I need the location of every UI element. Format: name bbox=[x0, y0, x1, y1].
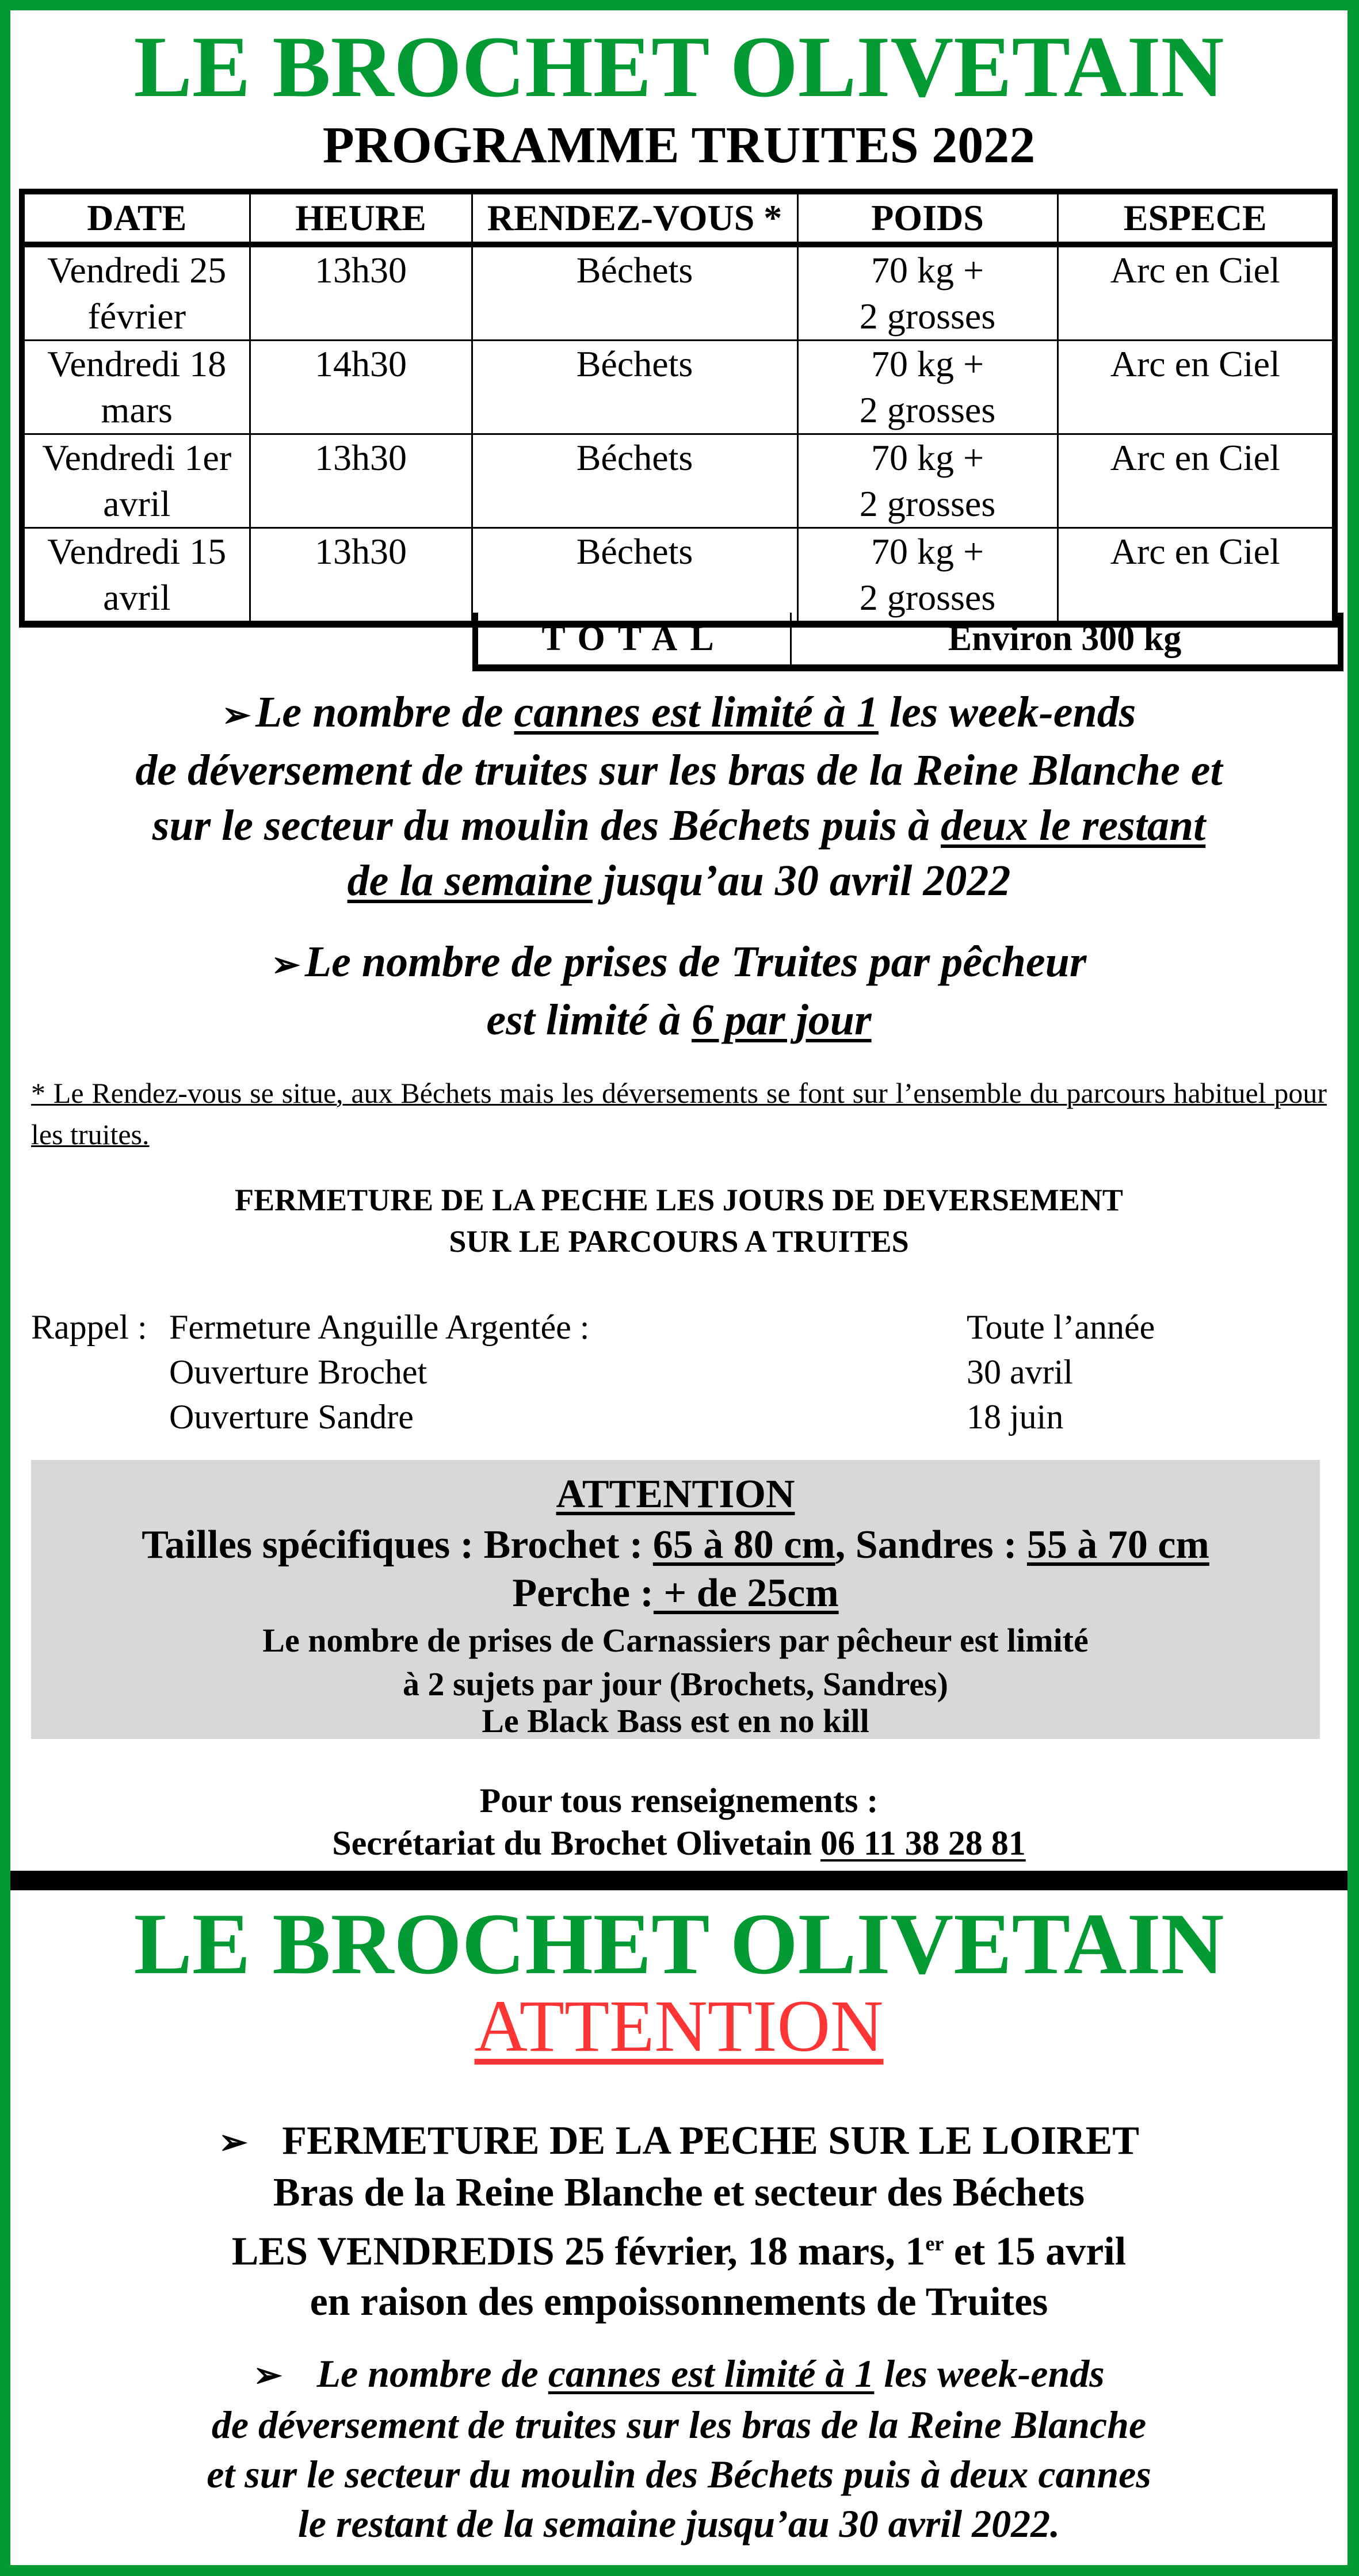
rule-text: les week-ends bbox=[878, 688, 1136, 736]
poids-line: 70 kg + bbox=[871, 343, 984, 384]
total-row bbox=[472, 613, 1343, 671]
date-line: Vendredi 25 bbox=[47, 250, 227, 291]
date-line: février bbox=[87, 296, 186, 337]
fermeture-loiret-block bbox=[10, 2116, 1347, 2327]
table-row bbox=[22, 244, 1335, 341]
rule-emphasis: 6 par jour bbox=[692, 996, 872, 1044]
rule-line bbox=[10, 798, 1347, 853]
arrowhead-bullet-icon: ➢ bbox=[222, 696, 251, 734]
cell-rendez-vous: Béchets bbox=[472, 244, 797, 341]
rule-text: est limité à bbox=[486, 996, 692, 1044]
cell-rendez-vous: Béchets bbox=[472, 434, 797, 528]
attention-heading-text: ATTENTION bbox=[474, 1985, 884, 2067]
total-value: Environ 300 kg bbox=[948, 619, 1182, 658]
rule-text: Le nombre de bbox=[255, 688, 514, 736]
cell-date bbox=[22, 528, 250, 625]
table-row bbox=[22, 341, 1335, 434]
attention-title-text: ATTENTION bbox=[556, 1472, 795, 1516]
cell-espece: Arc en Ciel bbox=[1058, 434, 1335, 528]
col-header-poids: POIDS bbox=[797, 192, 1058, 244]
cell-heure: 13h30 bbox=[250, 244, 472, 341]
poids-line: 70 kg + bbox=[871, 250, 984, 291]
cell-heure: 13h30 bbox=[250, 528, 472, 625]
poids-line: 70 kg + bbox=[871, 531, 984, 572]
fermeture-notice bbox=[10, 1179, 1347, 1262]
poids-line: 2 grosses bbox=[859, 483, 996, 524]
poids-line: 70 kg + bbox=[871, 437, 984, 478]
cell-date bbox=[22, 244, 250, 341]
rule-line bbox=[10, 992, 1347, 1048]
rule-line bbox=[10, 853, 1347, 908]
cell-espece: Arc en Ciel bbox=[1058, 341, 1335, 434]
section-separator bbox=[10, 1871, 1347, 1890]
col-header-date: DATE bbox=[22, 192, 250, 244]
cell-date bbox=[22, 341, 250, 434]
rule-text: jusqu’au 30 avril 2022 bbox=[593, 857, 1011, 905]
rule-cannes bbox=[10, 685, 1347, 908]
tailles-line bbox=[31, 1522, 1320, 1568]
club-title-2: LE BROCHET OLIVETAIN bbox=[133, 1895, 1224, 1992]
black-bass-line: Le Black Bass est en no kill bbox=[482, 1702, 869, 1740]
table-row bbox=[22, 528, 1335, 625]
cell-poids bbox=[797, 528, 1058, 625]
tailles-text: Tailles spécifiques : Brochet : bbox=[142, 1523, 653, 1567]
table-row bbox=[22, 434, 1335, 528]
rappel-item-name: Ouverture Sandre bbox=[169, 1398, 414, 1436]
rule-line bbox=[10, 685, 1347, 743]
total-label: TOTAL bbox=[478, 613, 792, 664]
arrowhead-bullet-icon: ➢ bbox=[253, 2356, 283, 2394]
col-header-rendez-vous: RENDEZ-VOUS * bbox=[472, 192, 797, 244]
cell-espece: Arc en Ciel bbox=[1058, 244, 1335, 341]
date-line: avril bbox=[103, 483, 171, 524]
attention-panel-title bbox=[31, 1472, 1320, 1518]
programme-table bbox=[19, 189, 1338, 628]
cell-poids bbox=[797, 341, 1058, 434]
date-line: Vendredi 1er bbox=[42, 437, 232, 478]
rule-emphasis: cannes est limité à 1 bbox=[548, 2352, 875, 2395]
rappel-item-name: Fermeture Anguille Argentée : bbox=[169, 1308, 590, 1346]
fermeture-dates: et 15 avril bbox=[944, 2229, 1127, 2274]
arrowhead-bullet-icon: ➢ bbox=[271, 946, 300, 984]
rule-text: Le nombre de bbox=[316, 2352, 548, 2395]
date-line: avril bbox=[103, 577, 171, 618]
tailles-text: , Sandres : bbox=[835, 1523, 1027, 1567]
rule-emphasis: cannes est limité à 1 bbox=[514, 688, 879, 736]
cell-date bbox=[22, 434, 250, 528]
attention-heading bbox=[10, 1985, 1347, 2067]
fermeture-loiret-line: en raison des empoissonnements de Truites bbox=[310, 2280, 1048, 2325]
rule-line bbox=[10, 934, 1347, 992]
fermeture-loiret-line: Bras de la Reine Blanche et secteur des Béchets bbox=[273, 2170, 1085, 2215]
poids-line: 2 grosses bbox=[859, 296, 996, 337]
rule-text: Le nombre de prises de Truites par pêcheur bbox=[304, 938, 1087, 986]
arrowhead-bullet-icon: ➢ bbox=[218, 2123, 248, 2161]
rule-emphasis: de la semaine bbox=[347, 857, 593, 905]
rappel-item-value: Toute l’année bbox=[967, 1308, 1155, 1346]
contact-block bbox=[10, 1779, 1347, 1864]
rule-line: le restant de la semaine jusqu’au 30 avril 2022. bbox=[297, 2502, 1060, 2546]
sandre-size: 55 à 70 cm bbox=[1026, 1523, 1209, 1567]
club-title: LE BROCHET OLIVETAIN bbox=[133, 18, 1224, 115]
rule-prises bbox=[10, 934, 1347, 1048]
fermeture-line: FERMETURE DE LA PECHE LES JOURS DE DEVERSEMENT bbox=[235, 1183, 1123, 1217]
rule-line bbox=[10, 2349, 1347, 2400]
fermeture-loiret-text: FERMETURE DE LA PECHE SUR LE LOIRET bbox=[282, 2119, 1139, 2163]
perche-size: + de 25cm bbox=[653, 1571, 839, 1615]
rule-text: les week-ends bbox=[874, 2352, 1105, 2395]
perche-text: Perche : bbox=[512, 1571, 654, 1615]
rule-line: de déversement de truites sur les bras de la Reine Blanche bbox=[211, 2403, 1147, 2447]
cell-rendez-vous: Béchets bbox=[472, 341, 797, 434]
rappel-item-name: Ouverture Brochet bbox=[169, 1353, 427, 1391]
col-header-heure: HEURE bbox=[250, 192, 472, 244]
table-header-row bbox=[22, 192, 1335, 244]
date-line: mars bbox=[101, 389, 173, 430]
contact-phone[interactable]: 06 11 38 28 81 bbox=[820, 1824, 1026, 1862]
footnote: * Le Rendez-vous se situe, aux Béchets mais les déversements se font sur l’ensemble du parcours habituel pour les truites. bbox=[31, 1077, 1327, 1151]
carnassiers-line: à 2 sujets par jour (Brochets, Sandres) bbox=[403, 1665, 948, 1703]
rule-line: et sur le secteur du moulin des Béchets puis à deux cannes bbox=[207, 2452, 1151, 2496]
rule-text: sur le secteur du moulin des Béchets puis à bbox=[152, 801, 941, 850]
ordinal-suffix: er bbox=[925, 2232, 944, 2255]
carnassiers-line: Le nombre de prises de Carnassiers par pêcheur est limité bbox=[262, 1622, 1089, 1659]
cell-heure: 13h30 bbox=[250, 434, 472, 528]
contact-text: Secrétariat du Brochet Olivetain bbox=[332, 1824, 821, 1862]
cell-poids bbox=[797, 434, 1058, 528]
rappel-label: Rappel : bbox=[31, 1308, 147, 1346]
poids-line: 2 grosses bbox=[859, 389, 996, 430]
rule-cannes-2 bbox=[10, 2349, 1347, 2548]
flyer-page bbox=[10, 10, 1347, 2565]
cell-espece: Arc en Ciel bbox=[1058, 528, 1335, 625]
attention-panel bbox=[31, 1460, 1320, 1739]
contact-heading: Pour tous renseignements : bbox=[479, 1782, 879, 1820]
date-line: Vendredi 15 bbox=[47, 531, 227, 572]
fermeture-line: SUR LE PARCOURS A TRUITES bbox=[449, 1224, 909, 1259]
rappel-item-value: 30 avril bbox=[967, 1353, 1073, 1391]
poids-line: 2 grosses bbox=[859, 577, 996, 618]
fermeture-dates: LES VENDREDIS 25 février, 18 mars, 1 bbox=[231, 2229, 926, 2274]
rule-emphasis: deux le restant bbox=[941, 801, 1206, 850]
cell-heure: 14h30 bbox=[250, 341, 472, 434]
contact-line bbox=[10, 1822, 1347, 1864]
brochet-size: 65 à 80 cm bbox=[652, 1523, 835, 1567]
rule-line: de déversement de truites sur les bras de la Reine Blanche et bbox=[135, 746, 1223, 794]
fermeture-loiret-line bbox=[10, 2116, 1347, 2168]
date-line: Vendredi 18 bbox=[47, 343, 227, 384]
cell-poids bbox=[797, 244, 1058, 341]
perche-line bbox=[31, 1570, 1320, 1616]
fermeture-loiret-line bbox=[10, 2218, 1347, 2277]
col-header-espece: ESPECE bbox=[1058, 192, 1335, 244]
programme-subtitle: PROGRAMME TRUITES 2022 bbox=[322, 117, 1036, 174]
rappel-item-value: 18 juin bbox=[967, 1398, 1064, 1436]
cell-rendez-vous: Béchets bbox=[472, 528, 797, 625]
